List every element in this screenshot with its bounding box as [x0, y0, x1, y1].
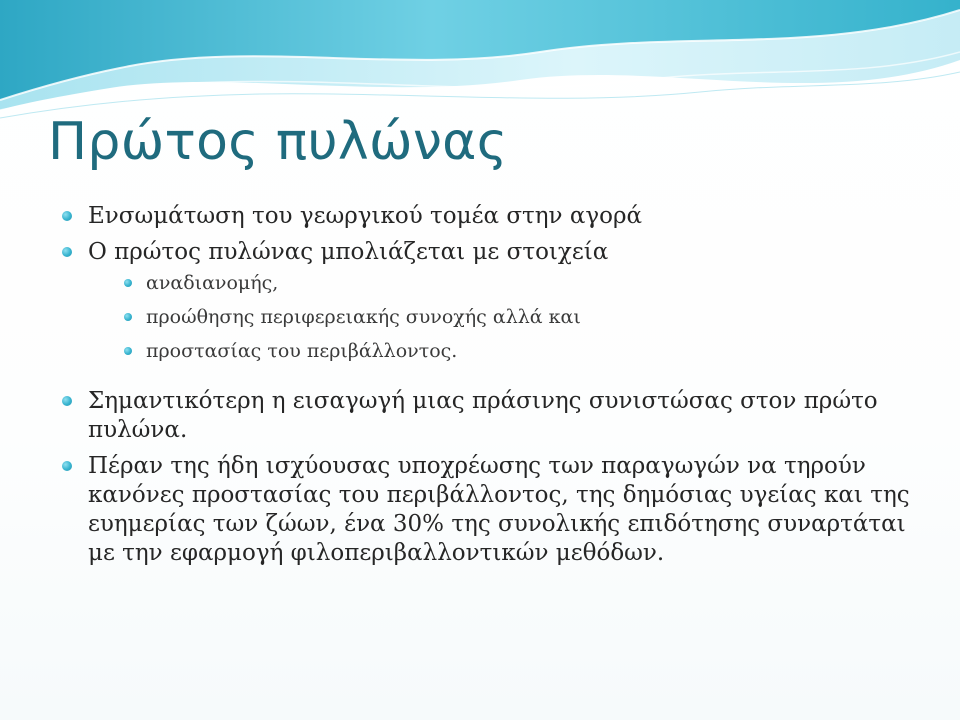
- bullet-dot-icon: [62, 211, 72, 221]
- bullet-text: Πέραν της ήδη ισχύουσας υποχρέωσης των παραγωγών να τηρούν κανόνες προστασίας του περιβάλλοντος, της δημόσιας υγείας και της ευημερίας των ζώων, ένα 30% της συνολικής επιδότησης συναρτάται με την εφαρμογή φιλοπεριβαλλοντικών μεθόδων.: [88, 453, 910, 566]
- bullet-text: Σημαντικότερη η εισαγωγή μιας πράσινης συνιστώσας στον πρώτο πυλώνα.: [88, 388, 878, 443]
- slide-title: Πρώτος πυλώνας: [48, 112, 508, 172]
- sub-bullet-dot-icon: [124, 279, 132, 287]
- sub-bullet-text: προστασίας του περιβάλλοντος.: [146, 340, 458, 362]
- bullet-dot-icon: [62, 247, 72, 257]
- sub-bullet-dot-icon: [124, 313, 132, 321]
- bullet-item: [62, 202, 922, 231]
- bullet-item: [62, 452, 922, 568]
- bullet-item: [62, 238, 922, 363]
- sub-bullet-list: [88, 271, 922, 363]
- sub-bullet-item: [124, 271, 922, 295]
- sub-bullet-text: προώθησης περιφερειακής συνοχής αλλά και: [146, 306, 581, 328]
- bullet-text: Ο πρώτος πυλώνας μπολιάζεται με στοιχεία: [88, 239, 609, 265]
- sub-bullet-item: [124, 339, 922, 363]
- bullet-item: [62, 387, 922, 445]
- bullet-text: Ενσωμάτωση του γεωργικού τομέα στην αγορά: [88, 203, 643, 229]
- bullet-dot-icon: [62, 461, 72, 471]
- bullet-dot-icon: [62, 396, 72, 406]
- sub-bullet-item: [124, 305, 922, 329]
- list-spacer: [62, 373, 922, 387]
- sub-bullet-text: αναδιανομής,: [146, 272, 279, 294]
- sub-bullet-dot-icon: [124, 347, 132, 355]
- bullet-list: [62, 202, 922, 575]
